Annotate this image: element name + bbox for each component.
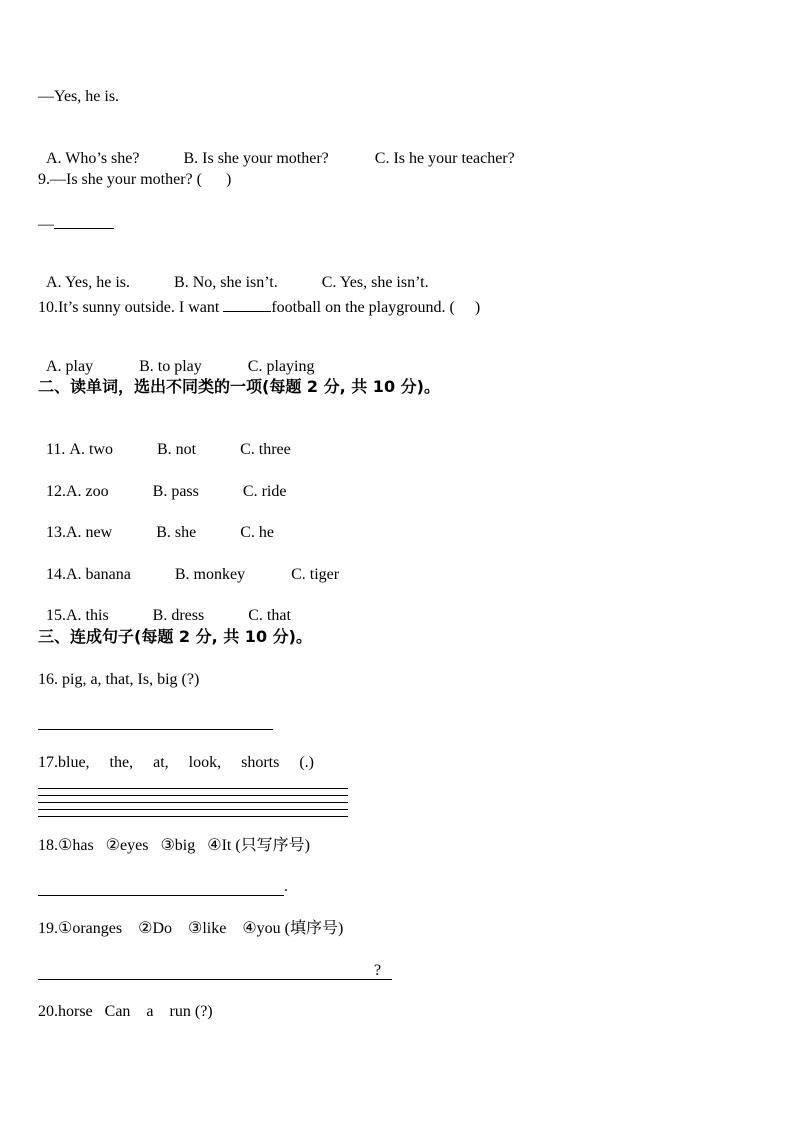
q9-option-b: B. No, she isn’t. [174, 274, 278, 291]
q10-option-a: A. play [46, 358, 94, 375]
q8-options [38, 129, 515, 169]
q9-question: 9.—Is she your mother? ( ) [38, 171, 232, 188]
q10-option-c: C. playing [247, 358, 315, 375]
q15-row [38, 586, 291, 626]
q17-prompt: 17.blue, the, at, look, shorts (.) [38, 754, 314, 771]
q10-question [38, 295, 480, 318]
q18-end-punctuation: . [284, 878, 288, 895]
q19-answer-line[interactable] [38, 979, 392, 980]
q20-prompt: 20.horse Can a run (?) [38, 1003, 213, 1020]
q15-option-b: B. dress [152, 607, 205, 624]
q9-options [38, 253, 429, 293]
q14-row [38, 545, 339, 585]
section3-heading: 三、连成句子(每题 2 分, 共 10 分)。 [38, 627, 312, 646]
q17-answer-line-3[interactable] [38, 802, 348, 803]
q9-dash: — [38, 216, 54, 233]
q12-row [38, 462, 286, 502]
q9-option-a: A. Yes, he is. [46, 274, 131, 291]
q13-option-c: C. he [240, 524, 274, 541]
q10-options [38, 337, 314, 377]
q13-option-b: B. she [156, 524, 197, 541]
q8-option-c: C. Is he your teacher? [374, 150, 515, 167]
q12-option-b: B. pass [152, 483, 199, 500]
q13-number: 13. [46, 524, 66, 541]
q11-option-c: C. three [240, 441, 291, 458]
q10-text-before: 10.It’s sunny outside. I want [38, 299, 224, 316]
q9-option-c: C. Yes, she isn’t. [321, 274, 429, 291]
q18-answer-line[interactable] [38, 895, 284, 896]
q16-answer-line[interactable] [38, 729, 273, 730]
q17-answer-line-1[interactable] [38, 788, 348, 789]
q11-option-a: A. two [69, 441, 113, 458]
q11-option-b: B. not [156, 441, 197, 458]
q13-row [38, 503, 274, 543]
q14-option-c: C. tiger [291, 566, 340, 583]
q14-number: 14. [46, 566, 66, 583]
q15-option-a: A. this [66, 607, 109, 624]
section2-heading: 二、读单词，选出不同类的一项(每题 2 分, 共 10 分)。 [38, 377, 440, 396]
q11-number: 11. [46, 441, 70, 458]
q8-answer-line: —Yes, he is. [38, 88, 120, 105]
q19-prompt: 19.①oranges ②Do ③like ④you (填序号) [38, 920, 344, 937]
q9-answer-line [38, 212, 114, 235]
q10-option-b: B. to play [139, 358, 202, 375]
q8-option-a: A. Who’s she? [46, 150, 140, 167]
q13-option-a: A. new [66, 524, 113, 541]
q8-option-b: B. Is she your mother? [183, 150, 329, 167]
q16-prompt: 16. pig, a, that, Is, big (?) [38, 671, 200, 688]
q10-blank[interactable] [223, 295, 271, 312]
q17-answer-line-2[interactable] [38, 795, 348, 796]
q14-option-a: A. banana [66, 566, 131, 583]
q12-number: 12. [46, 483, 66, 500]
q9-blank[interactable] [54, 212, 114, 229]
q14-option-b: B. monkey [174, 566, 246, 583]
q17-answer-line-4[interactable] [38, 809, 348, 810]
q17-answer-line-5[interactable] [38, 816, 348, 817]
q10-text-after: football on the playground. ( ) [271, 299, 481, 316]
q11-row [38, 420, 291, 460]
q12-option-a: A. zoo [66, 483, 109, 500]
q18-prompt: 18.①has ②eyes ③big ④It (只写序号) [38, 837, 311, 854]
q19-end-punctuation: ? [374, 962, 382, 979]
q15-number: 15. [46, 607, 66, 624]
q12-option-c: C. ride [242, 483, 287, 500]
q15-option-c: C. that [248, 607, 291, 624]
